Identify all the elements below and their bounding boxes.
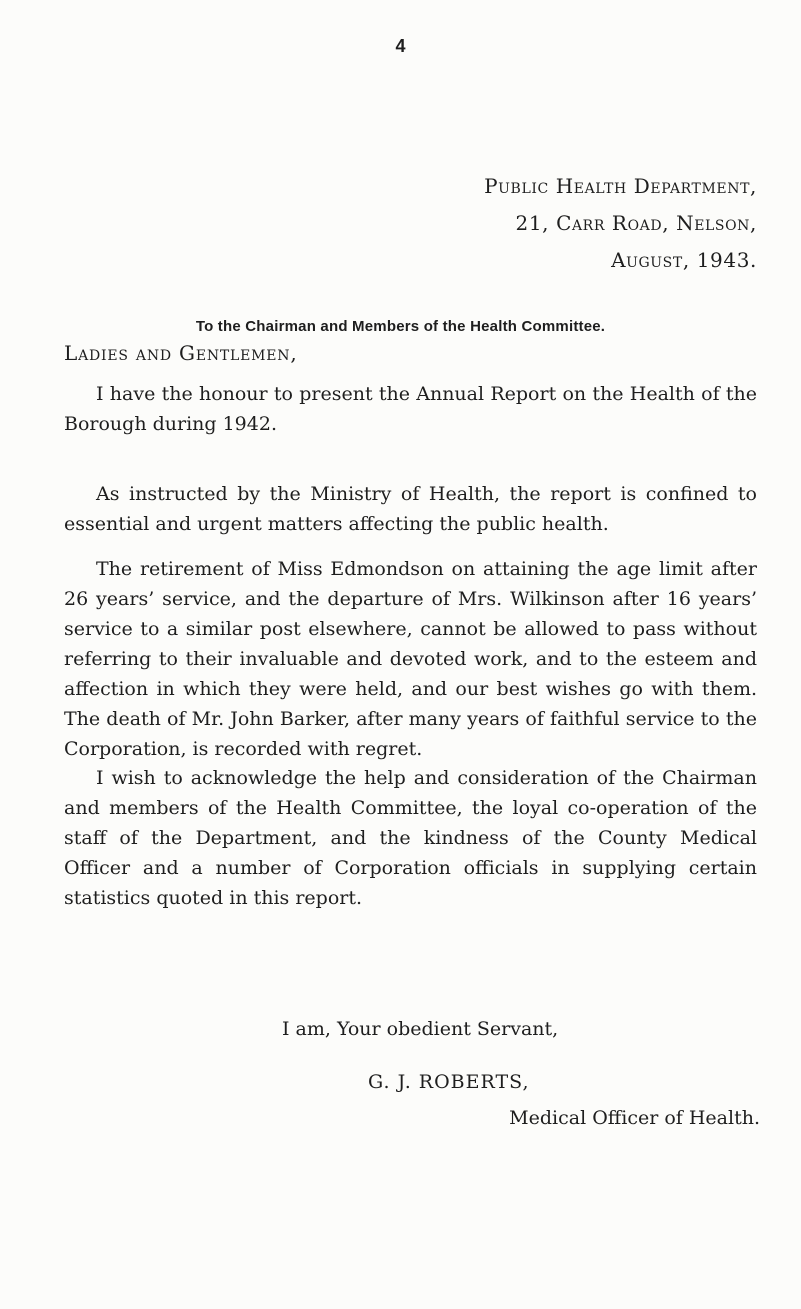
paragraph-3-text: The retirement of Miss Edmondson on attaining the age limit after 26 years’ service, and the departure of Mrs. Wilkinson after 16 years’ service to a similar post elsewhere, cannot be allowed to pass without referring to their invaluable and devoted work, and to the esteem and affection in which they were held, and our best wishes go with them. The death of Mr. John Barker, after many years of faithful service to the Corporation, is recorded with regret. — [64, 558, 757, 760]
paragraph-4 — [64, 763, 757, 913]
paragraph-2-text: As instructed by the Ministry of Health, the report is confined to essential and urgent matters affecting the public health. — [64, 483, 757, 535]
sender-address — [484, 168, 757, 279]
paragraph-1 — [64, 379, 757, 439]
address-line-street: 21, Carr Road, Nelson, — [515, 211, 757, 235]
page-number: 4 — [395, 36, 406, 56]
salutation: Ladies and Gentlemen, — [64, 341, 298, 365]
closing-line: I am, Your obedient Servant, — [282, 1018, 559, 1040]
address-line-date: August, 1943. — [611, 248, 757, 272]
signature-name: G. J. ROBERTS, — [368, 1071, 530, 1093]
paragraph-4-text: I wish to acknowledge the help and consideration of the Chairman and members of the Health Committee, the loyal co-operation of the staff of the Department, and the kindness of the County Medical Officer and a number of Corporation officials in supplying certain statistics quoted in this report. — [64, 767, 757, 909]
paragraph-3 — [64, 554, 757, 764]
paragraph-1-text: I have the honour to present the Annual Report on the Health of the Borough during 1942. — [64, 383, 757, 435]
committee-heading: To the Chairman and Members of the Health Committee. — [195, 318, 606, 335]
paragraph-2 — [64, 479, 757, 539]
address-line-department: Public Health Department, — [484, 174, 757, 198]
signature-title: Medical Officer of Health. — [509, 1107, 760, 1129]
